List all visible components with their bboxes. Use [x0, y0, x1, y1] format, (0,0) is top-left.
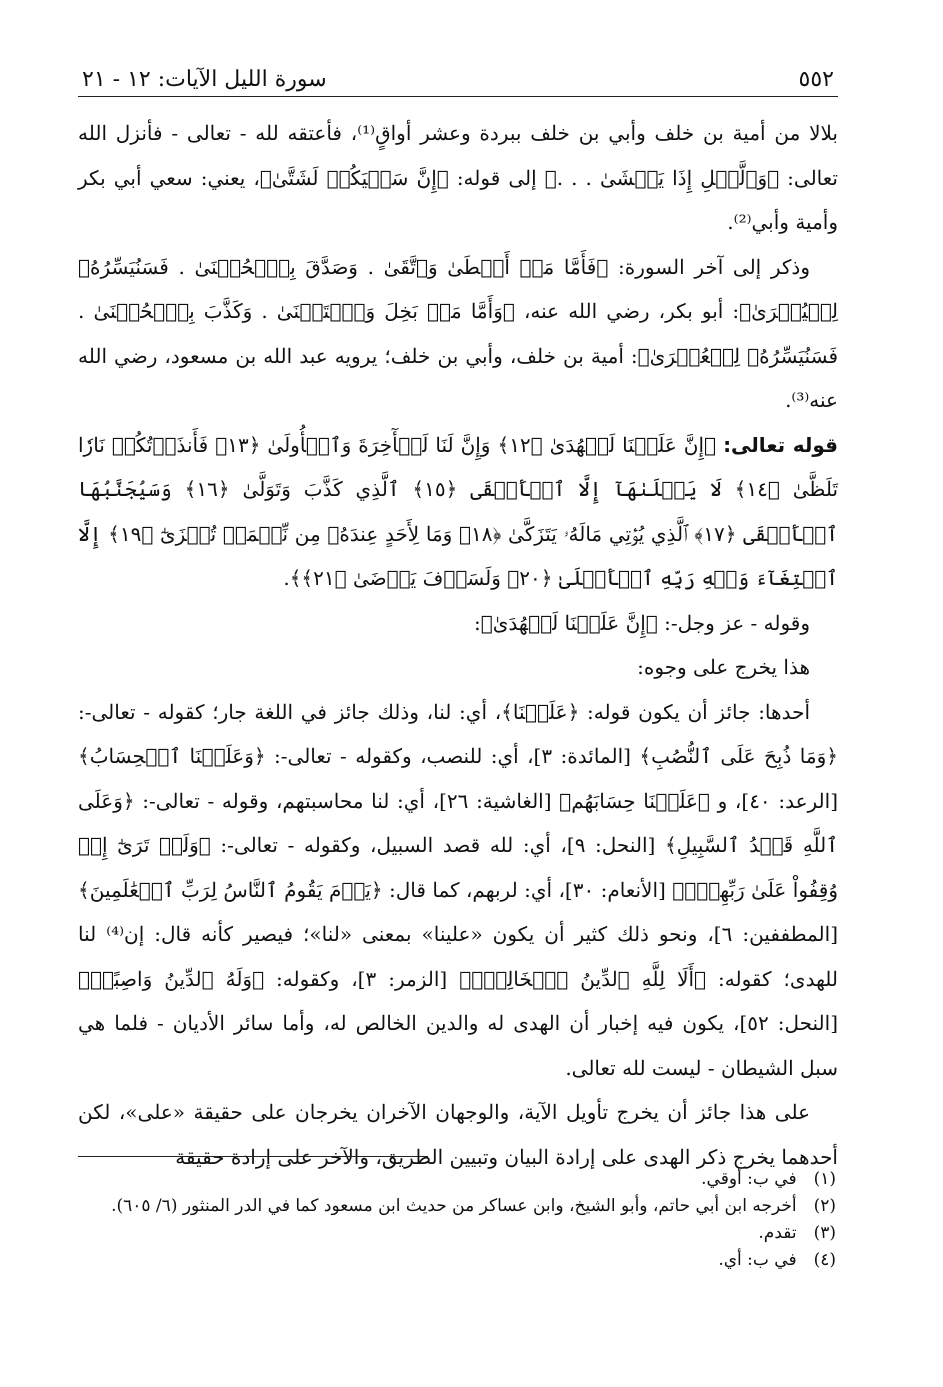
footnote-text: في ب: أي. [718, 1250, 797, 1270]
page-number: ٥٥٢ [798, 67, 834, 92]
footnote-2 [78, 1193, 838, 1220]
main-text [78, 111, 838, 1179]
chapter-title: سورة الليل الآيات: ١٢ - ٢١ [82, 67, 327, 92]
footnotes [78, 1166, 838, 1274]
running-header [78, 48, 838, 97]
paragraph-6: أحدها: جائز أن يكون قوله: ﴿عَلَيۡنَا﴾، أي: لنا، وذلك جائز في اللغة جار؛ كقوله - تعالى-: ﴿وَمَا ذُبِحَ عَلَى ٱلنُّصُبِ﴾ [المائدة: ٣]، أي: للنصب، وكقوله - تعالى-: ﴿وَعَلَيۡنَا ٱلۡحِسَابُ﴾ [الرعد: ٤٠]، و ﴿عَلَيۡنَا حِسَابَهُم﴾ [الغاشية: ٢٦]، أي: لنا محاسبتهم، وقوله - تعالى-: ﴿وَعَلَى ٱللَّهِ قَصۡدُ ٱلسَّبِيلِ﴾ [النحل: ٩]، أي: لله قصد السبيل، وكقوله - تعالى-: ﴿وَلَوۡ تَرَىٰٓ إِذۡ وُقِفُواْ عَلَىٰ رَبِّهِمۡۚ﴾ [الأنعام: ٣٠]، أي: لربهم، كما قال: ﴿يَوۡمَ يَقُومُ ٱلنَّاسُ لِرَبِّ ٱلۡعَٰلَمِينَ﴾ [المطففين: ٦]، ونحو ذلك كثير أن يكون «علينا» بمعنى «لنا»؛ فيصير كأنه قال: إن⁽⁴⁾ لنا للهدى؛ كقوله: ﴿أَلَا لِلَّهِ ٱلدِّينُ ٱلۡخَالِصُۚ﴾ [الزمر: ٣]، وكقوله: ﴿وَلَهُ ٱلدِّينُ وَاصِبًاۚ﴾ [النحل: ٥٢]، يكون فيه إخبار أن الهدى له والدين الخالص له، وأما سائر الأديان - فلما هي سبل الشيطان - ليست لله تعالى. [78, 699, 839, 1080]
paragraph-4: وقوله - عز وجل-: ﴿إِنَّ عَلَيۡنَا لَلۡهُدَىٰ﴾: [473, 610, 810, 635]
footnote-separator [78, 1156, 428, 1157]
footnote-text: في ب: أوقي. [701, 1169, 797, 1189]
page [78, 48, 839, 1270]
footnote-number: (٣) [813, 1223, 836, 1243]
verse-text: ﴿إِنَّ عَلَيۡنَا لَلۡهُدَىٰ ﴿١٢﴾ وَإِنَّ لَنَا لَلۡأٓخِرَةَ وَٱلۡأُولَىٰ ﴿١٣﴾ فَأَنذَرۡتُكُمۡ نَارٗا تَلَظَّىٰ ﴿١٤﴾ لَا يَصۡلَىٰهَآ إِلَّا ٱلۡأَشۡقَى ﴿١٥﴾ ٱلَّذِي كَذَّبَ وَتَوَلَّىٰ ﴿١٦﴾ وَسَيُجَنَّبُهَا ٱلۡأَتۡقَى ﴿١٧﴾ ٱلَّذِي يُؤۡتِي مَالَهُۥ يَتَزَكَّىٰ ﴿١٨﴾ وَمَا لِأَحَدٍ عِندَهُۥ مِن نِّعۡمَةٖ تُجۡزَىٰٓ ﴿١٩﴾ إِلَّا ٱبۡتِغَآءَ وَجۡهِ رَبِّهِ ٱلۡأَعۡلَىٰ ﴿٢٠﴾ وَلَسَوۡفَ يَرۡضَىٰ ﴿٢١﴾﴾. [78, 432, 839, 590]
footnote-1 [78, 1166, 838, 1193]
footnote-text: أخرجه ابن أبي حاتم، وأبو الشيخ، وابن عساكر من حديث ابن مسعود كما في الدر المنثور (٦/ ٦٠٥). [111, 1196, 797, 1216]
footnote-number: (٢) [813, 1196, 836, 1216]
paragraph-1: بلالا من أمية بن خلف وأبي بن خلف ببردة وعشر أواقٍ⁽¹⁾، فأعتقه لله - تعالى - فأنزل الله تعالى: ﴿وَٱلَّيۡلِ إِذَا يَغۡشَىٰ . . .﴾ إلى قوله: ﴿إِنَّ سَعۡيَكُمۡ لَشَتَّىٰ﴾، يعني: سعي أبي بكر وأمية وأبي⁽²⁾. [78, 121, 838, 234]
footnote-number: (٤) [813, 1250, 836, 1270]
paragraph-2: وذكر إلى آخر السورة: ﴿فَأَمَّا مَنۡ أَعۡطَىٰ وَٱتَّقَىٰ . وَصَدَّقَ بِٱلۡحُسۡنَىٰ . فَسَنُيَسِّرُهُۥ لِلۡيُسۡرَىٰ﴾: أبو بكر، رضي الله عنه، ﴿وَأَمَّا مَنۢ بَخِلَ وَٱسۡتَغۡنَىٰ . وَكَذَّبَ بِٱلۡحُسۡنَىٰ . فَسَنُيَسِّرُهُۥ لِلۡعُسۡرَىٰ﴾: أمية بن خلف، وأبي بن خلف؛ يرويه عبد الله بن مسعود، رضي الله عنه⁽³⁾. [78, 254, 838, 412]
paragraph-verse [78, 423, 838, 601]
verse-lead: قوله تعالى: [723, 432, 838, 457]
footnote-4 [78, 1247, 838, 1274]
footnote-number: (١) [813, 1169, 836, 1189]
footnote-3 [78, 1220, 838, 1247]
footnote-text: تقدم. [758, 1223, 797, 1243]
paragraph-5: هذا يخرج على وجوه: [637, 655, 810, 679]
paragraph-7: على هذا جائز أن يخرج تأويل الآية، والوجهان الآخران يخرجان على حقيقة «على»، لكن أحدهما يخرج ذكر الهدى على إرادة البيان وتبيين الطريق، والآخر على إرادة حقيقة [78, 1100, 838, 1169]
